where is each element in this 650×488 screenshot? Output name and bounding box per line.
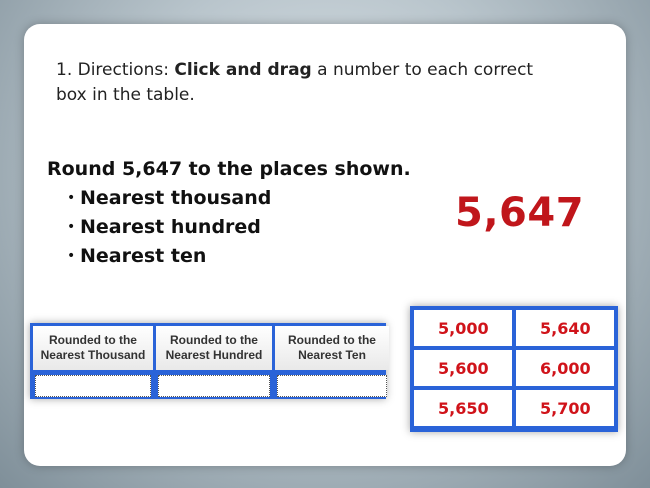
- drop-box-nearest-hundred[interactable]: [158, 375, 270, 397]
- rounding-prompt: [47, 155, 411, 271]
- draggable-number-tile[interactable]: 5,000: [414, 310, 512, 346]
- bullet-nearest-thousand: • Nearest thousand: [67, 184, 411, 213]
- answer-table: [30, 323, 386, 399]
- bullet-dot-icon: •: [67, 248, 76, 264]
- draggable-number-tile[interactable]: 5,650: [414, 390, 512, 426]
- directions-suffix: a number to each correct box in the table.: [56, 60, 534, 105]
- prompt-title: Round 5,647 to the places shown.: [47, 158, 411, 180]
- prompt-bullet-list: [47, 184, 411, 271]
- directions-text: [56, 58, 556, 108]
- bullet-nearest-hundred: • Nearest hundred: [67, 213, 411, 242]
- directions-prefix: 1. Directions:: [56, 60, 175, 80]
- bullet-dot-icon: •: [67, 219, 76, 235]
- directions-emphasis: Click and drag: [174, 60, 312, 80]
- draggable-number-tile[interactable]: 6,000: [516, 350, 614, 386]
- draggable-number-tile[interactable]: 5,600: [414, 350, 512, 386]
- number-bank: [410, 306, 618, 432]
- header-nearest-ten: Rounded to the Nearest Ten: [275, 326, 389, 370]
- target-number: 5,647: [455, 190, 585, 236]
- header-nearest-hundred: Rounded to the Nearest Hundred: [156, 326, 272, 370]
- drop-box-nearest-ten[interactable]: [277, 375, 387, 397]
- bullet-dot-icon: •: [67, 190, 76, 206]
- header-nearest-thousand: Rounded to the Nearest Thousand: [33, 326, 153, 370]
- draggable-number-tile[interactable]: 5,640: [516, 310, 614, 346]
- draggable-number-tile[interactable]: 5,700: [516, 390, 614, 426]
- drop-box-nearest-thousand[interactable]: [35, 375, 151, 397]
- bullet-nearest-ten: • Nearest ten: [67, 242, 411, 271]
